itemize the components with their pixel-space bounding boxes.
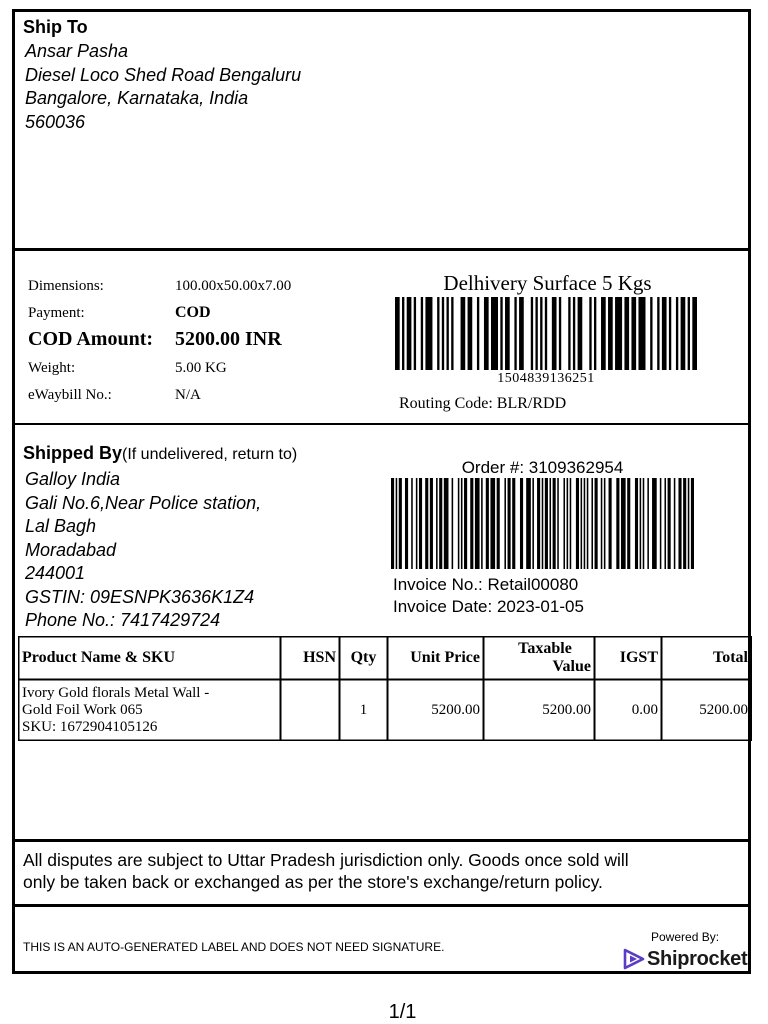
awb-barcode-bar (491, 297, 498, 370)
awb-barcode-bar (500, 297, 502, 370)
awb-barcode-bar (608, 297, 613, 370)
order-barcode-bar (660, 478, 662, 569)
order-barcode-bar (461, 478, 463, 569)
order-barcode-bar (497, 478, 500, 569)
ship-to-pincode: 560036 (25, 111, 86, 132)
order-barcode-bar (452, 478, 454, 569)
awb-barcode-bar (624, 297, 629, 370)
awb-barcode-bar (601, 297, 606, 370)
awb-barcode-bar (650, 297, 652, 370)
cell-igst: 0.00 (595, 680, 662, 741)
product-sku: SKU: 1672904105126 (22, 718, 158, 735)
routing-code: Routing Code: BLR/RDD (399, 395, 567, 412)
order-barcode-bar (490, 478, 495, 569)
order-barcode-bar (405, 478, 408, 569)
ship-to-address2: Bangalore, Karnataka, India (25, 88, 249, 108)
col-igst: IGST (595, 637, 662, 680)
weight-label: Weight: (28, 360, 76, 376)
cell-qty: 1 (340, 680, 388, 741)
order-barcode-bar (635, 478, 638, 569)
order-barcode-bar (601, 478, 603, 569)
order-barcode-bar (576, 478, 579, 569)
signature-notice: THIS IS AN AUTO-GENERATED LABEL AND DOES NOT NEED SIGNATURE. (23, 940, 445, 954)
col-taxable-line1: Taxable (518, 640, 572, 657)
invoice-date: Invoice Date: 2023-01-05 (393, 597, 584, 616)
order-barcode (391, 478, 694, 569)
table-row (19, 680, 752, 741)
awb-barcode-bar (514, 297, 516, 370)
dimensions-value: 100.00x50.00x7.00 (175, 278, 292, 294)
awb-barcode-bar (631, 297, 636, 370)
col-qty: Qty (340, 637, 388, 680)
awb-barcode (395, 297, 697, 370)
shipper-line1: Gali No.6,Near Police station, (25, 492, 262, 513)
awb-barcode-bar (395, 297, 400, 370)
order-barcode-bar (683, 478, 686, 569)
order-barcode-bar (688, 478, 690, 569)
order-barcode-bar (396, 478, 398, 569)
awb-barcode-bar (676, 297, 678, 370)
order-barcode-bar (416, 478, 418, 569)
disclaimer-section (15, 842, 748, 905)
order-barcode-bar (526, 478, 531, 569)
cell-hsn (281, 680, 340, 741)
awb-barcode-bar (535, 297, 537, 370)
cell-total: 5200.00 (662, 680, 752, 741)
order-barcode-bar (439, 478, 442, 569)
awb-barcode-bar (638, 297, 645, 370)
order-barcode-bar (664, 478, 666, 569)
order-barcode-bar (678, 478, 681, 569)
col-taxable (484, 637, 595, 680)
product-name-line1: Ivory Gold florals Metal Wall - (22, 684, 210, 701)
order-barcode-bar (668, 478, 671, 569)
order-barcode-bar (464, 478, 467, 569)
shipped-by-subheading: (If undelivered, return to) (122, 446, 298, 463)
shiprocket-brand: Shiprocket (647, 947, 748, 970)
awb-barcode-bar (681, 297, 686, 370)
awb-barcode-bar (402, 297, 404, 370)
order-barcode-bar (553, 478, 556, 569)
powered-by-label: Powered By: (651, 930, 720, 944)
cell-taxable: 5200.00 (484, 680, 595, 741)
awb-barcode-bar (545, 297, 547, 370)
shipper-line2: Lal Bagh (25, 516, 97, 536)
order-barcode-bar (604, 478, 606, 569)
awb-barcode-bar (407, 297, 412, 370)
shipped-by-title (23, 443, 297, 464)
order-barcode-bar (570, 478, 572, 569)
awb-barcode-bar (447, 297, 449, 370)
col-total: Total (662, 637, 752, 680)
order-barcode-bar (640, 478, 642, 569)
awb-barcode-bar (442, 297, 444, 370)
awb-barcode-bar (540, 297, 542, 370)
ship-to-heading: Ship To (23, 17, 88, 37)
order-barcode-bar (595, 478, 598, 569)
awb-barcode-bar (573, 297, 575, 370)
order-barcode-bar (674, 478, 676, 569)
table-header-row (19, 637, 752, 680)
payment-value: COD (175, 304, 211, 321)
shipper-name: Galloy India (25, 469, 121, 489)
order-barcode-bar (532, 478, 534, 569)
awb-number: 1504839136251 (497, 371, 595, 386)
cod-amount-value: 5200.00 INR (175, 328, 282, 350)
awb-barcode-bar (437, 297, 439, 370)
dimensions-label: Dimensions: (28, 278, 104, 294)
awb-barcode-bar (692, 297, 697, 370)
order-barcode-bar (621, 478, 626, 569)
order-barcode-bar (504, 478, 506, 569)
order-barcode-bar (549, 478, 551, 569)
order-barcode-bar (458, 478, 460, 569)
ship-to-name: Ansar Pasha (25, 41, 129, 61)
order-barcode-bar (557, 478, 559, 569)
shipper-phone: Phone No.: 7417429724 (25, 610, 221, 630)
col-hsn: HSN (281, 637, 340, 680)
order-barcode-bar (627, 478, 630, 569)
cell-product (19, 680, 281, 741)
order-barcode-bar (425, 478, 428, 569)
awb-barcode-bar (688, 297, 690, 370)
awb-barcode-bar (484, 297, 489, 370)
payment-label: Payment: (28, 305, 85, 321)
order-barcode-bar (652, 478, 657, 569)
invoice-number: Invoice No.: Retail00080 (393, 575, 579, 594)
awb-barcode-bar (421, 297, 423, 370)
shiprocket-logo (622, 946, 747, 972)
order-barcode-bar (391, 478, 394, 569)
order-barcode-bar (486, 478, 489, 569)
order-barcode-bar (470, 478, 473, 569)
disclaimer-line2: only be taken back or exchanged as per the store's exchange/return policy. (23, 872, 603, 892)
awb-barcode-bar (578, 297, 583, 370)
order-barcode-bar (508, 478, 511, 569)
order-barcode-bar (537, 478, 540, 569)
order-barcode-bar (419, 478, 422, 569)
order-barcode-bar (609, 478, 612, 569)
order-barcode-bar (542, 478, 544, 569)
order-barcode-bar (563, 478, 565, 569)
shipper-line3: Moradabad (25, 539, 117, 560)
order-barcode-bar (591, 478, 593, 569)
disclaimer-line1: All disputes are subject to Uttar Pradesh jurisdiction only. Goods once sold will (23, 850, 629, 870)
cod-amount-label: COD Amount: (28, 328, 154, 350)
shipping-label (12, 9, 751, 974)
shipped-by-section (15, 425, 748, 635)
order-barcode-bar (545, 478, 548, 569)
product-name-line2: Gold Foil Work 065 (22, 701, 143, 718)
col-unit-price: Unit Price (388, 637, 484, 680)
order-barcode-bar (643, 478, 645, 569)
awb-barcode-bar (414, 297, 416, 370)
order-barcode-bar (587, 478, 589, 569)
col-taxable-line2: Value (552, 658, 591, 675)
awb-barcode-bar (657, 297, 659, 370)
order-barcode-bar (691, 478, 694, 569)
awb-barcode-bar (531, 297, 533, 370)
shipper-pincode: 244001 (25, 563, 86, 583)
awb-barcode-bar (615, 297, 622, 370)
cell-unit-price: 5200.00 (388, 680, 484, 741)
awb-barcode-bar (552, 297, 557, 370)
shipped-by-heading: Shipped By (23, 443, 123, 463)
ship-to-section (15, 12, 748, 249)
order-barcode-bar (481, 478, 483, 569)
awb-barcode-bar (559, 297, 561, 370)
awb-barcode-bar (505, 297, 510, 370)
awb-barcode-bar (594, 297, 596, 370)
awb-barcode-bar (425, 297, 432, 370)
awb-barcode-bar (519, 297, 524, 370)
items-table (18, 636, 752, 741)
order-barcode-bar (647, 478, 649, 569)
col-product: Product Name & SKU (19, 637, 281, 680)
footer-section (15, 907, 748, 971)
order-barcode-bar (581, 478, 583, 569)
order-barcode-bar (584, 478, 586, 569)
shipper-gstin: GSTIN: 09ESNPK3636K1Z4 (25, 586, 255, 607)
ship-to-address1: Diesel Loco Shed Road Bengaluru (25, 64, 302, 85)
awb-barcode-bar (451, 297, 453, 370)
order-barcode-bar (411, 478, 413, 569)
shipment-section (15, 251, 748, 424)
page-number: 1/1 (388, 1001, 417, 1023)
order-barcode-bar (616, 478, 619, 569)
order-barcode-bar (399, 478, 402, 569)
awb-barcode-bar (589, 297, 591, 370)
order-barcode-bar (444, 478, 449, 569)
weight-value: 5.00 KG (175, 360, 227, 376)
awb-barcode-bar (461, 297, 466, 370)
ewaybill-label: eWaybill No.: (28, 387, 112, 403)
order-barcode-bar (567, 478, 569, 569)
order-barcode-bar (475, 478, 480, 569)
awb-barcode-bar (662, 297, 667, 370)
awb-barcode-bar (669, 297, 671, 370)
order-barcode-bar (430, 478, 433, 569)
order-barcode-bar (436, 478, 438, 569)
courier-name: Delhivery Surface 5 Kgs (443, 271, 652, 295)
order-barcode-bar (512, 478, 515, 569)
awb-barcode-bar (568, 297, 570, 370)
awb-barcode-bar (468, 297, 473, 370)
ewaybill-value: N/A (175, 387, 201, 403)
awb-barcode-bar (477, 297, 479, 370)
items-section (15, 636, 748, 836)
order-barcode-bar (520, 478, 523, 569)
shiprocket-logo-icon (622, 947, 646, 971)
order-number: Order #: 3109362954 (461, 458, 624, 477)
